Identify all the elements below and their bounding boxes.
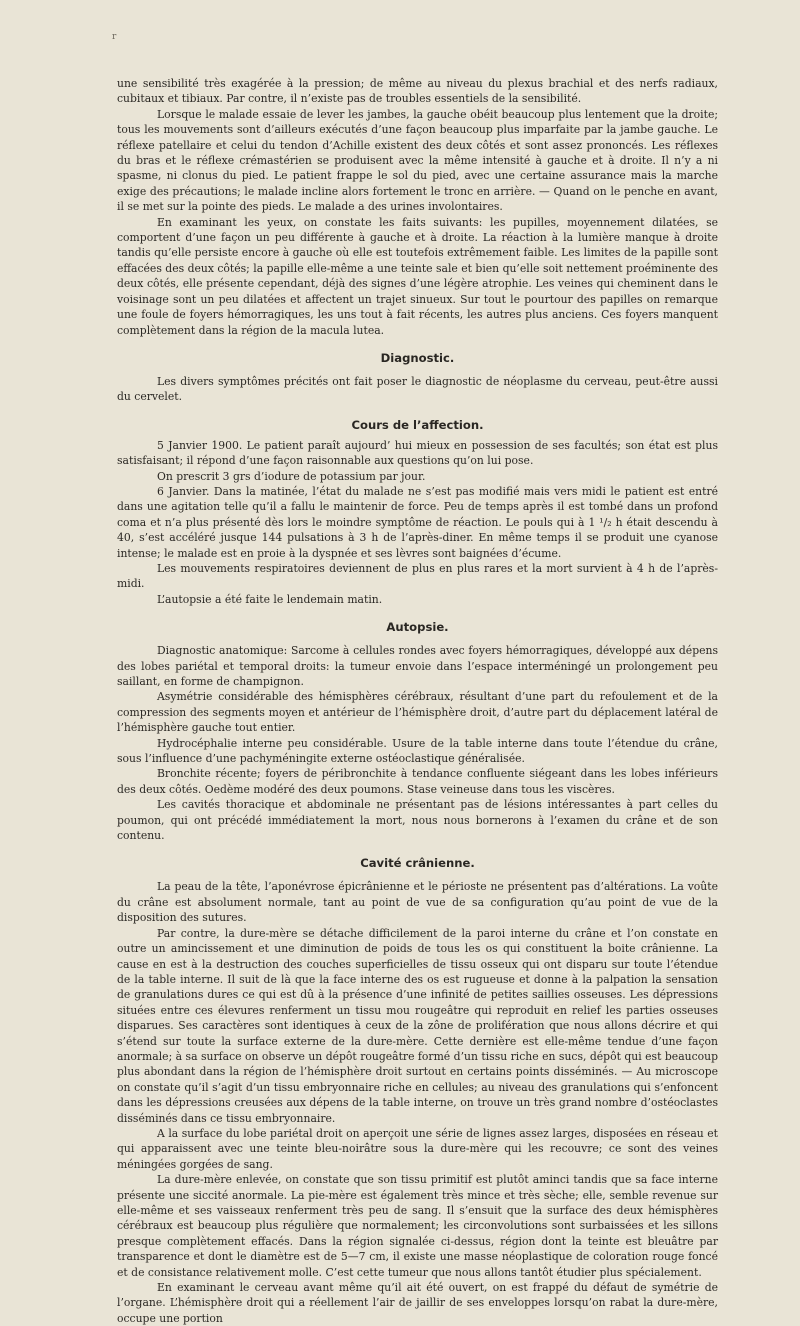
intro-paragraph-2: Lorsque le malade essaie de lever les jambes, la gauche obéit beaucoup plus lentement que la droite; tous les mouvements sont d’ailleurs exécutés d’une façon beaucoup plus imparfaite par la jambe gauche. Le réflexe patellaire et celui du tendon d’Achille existent des deux côtés et sont assez prononcés. Les réflexes du bras et le réflexe crémastérien se produisent avec la même intensité à gauche et à droite. Il n’y a ni spasme, ni clonus du pied. Le patient frappe le sol du pied, avec une certaine assurance mais la marche exige des précautions; le malade incline alors fortement le tronc en arrière. — Quand on le penche en avant, il se met sur la pointe des pieds. Le malade a des urines involontaires. bbox=[117, 107, 718, 214]
cours-paragraph-1: 5 Janvier 1900. Le patient paraît aujourd’ hui mieux en possession de ses facultés; son état est plus satisfaisant; il répond d’une façon raisonnable aux questions qu’on lui pose. bbox=[117, 438, 718, 468]
diagnostic-section bbox=[117, 350, 718, 405]
intro-section bbox=[117, 76, 718, 338]
autopsie-paragraph-2: Asymétrie considérable des hémisphères cérébraux, résultant d’une part du refoulement et de la compression des segments moyen et antérieur de l’hémisphère droit, d’autre part du déplacement latéral de l’hémisphère gauche tout entier. bbox=[117, 690, 718, 735]
cavite-paragraph-2: Par contre, la dure-mère se détache difficilement de la paroi interne du crâne et l’on constate en outre un amincissement et une diminution de poids de tous les os qui constituent la boite crânienne. La cause en est à la destruction des couches superficielles de tissu osseux qui ont disparu sur toute l’étendue de la table interne. Il suit de là que la face interne des os est rugueuse et donne à la palpation la sensation de granulations dures ce qui est dû à la présence d’une infinité de petites saillies osseuses. Les dépressions situées entre ces élevures renferment un tissu mou rougeâtre qui reproduit en relief les parties osseuses disparues. Ses caractères sont identiques à ceux de la zône de prolifération que nous allons décrire et qui s’étend sur toute la surface externe de la dure-mère. Cette dernière est elle-même tendue d’une façon anormale; à sa surface on observe un dépôt rougeâtre formé d’un tissu riche en sucs, dépôt qui est beaucoup plus abondant dans la région de l’hémisphère droit surtout en certains points disséminés. — Au microscope on constate qu’il s’agit d’un tissu embryonnaire riche en cellules; au niveau des granulations qui s’enfoncent dans les dépressions creusées aux dépens de la table interne, on trouve un très grand nombre d’ostéoclastes disséminés dans ce tissu embryonnaire. bbox=[117, 926, 718, 1125]
cavite-section bbox=[117, 855, 718, 1326]
cours-paragraph-5: L’autopsie a été faite le lendemain matin. bbox=[157, 592, 383, 606]
diagnostic-paragraph: Les divers symptômes précités ont fait poser le diagnostic de néoplasme du cerveau, peut-être aussi du cervelet. bbox=[117, 374, 718, 404]
cours-paragraph-4: Les mouvements respiratoires deviennent de plus en plus rares et la mort survient à 4 h de l’après-midi. bbox=[117, 561, 718, 591]
diagnostic-heading: Diagnostic. bbox=[380, 350, 455, 365]
cavite-paragraph-1: La peau de la tête, l’aponévrose épicrânienne et le périoste ne présentent pas d’altérations. La voûte du crâne est absolument normale, tant au point de vue de sa configuration qu’au point de vue de la disposition des sutures. bbox=[117, 880, 718, 925]
autopsie-paragraph-4: Bronchite récente; foyers de péribronchite à tendance confluente siégeant dans les lobes inférieurs des deux côtés. Oedème modéré des deux poumons. Stase veineuse dans tous les viscères. bbox=[117, 767, 718, 796]
intro-paragraph-1: une sensibilité très exagérée à la pression; de même au niveau du plexus brachial et des nerfs radiaux, cubitaux et tibiaux. Par contre, il n’existe pas de troubles essentiels de la sensibilité. bbox=[117, 77, 718, 106]
cours-paragraph-3: 6 Janvier. Dans la matinée, l’état du malade ne s’est pas modifié mais vers midi le patient est entré dans une agitation telle qu’il a fallu le maintenir de force. Peu de temps après il est tombé dans un profond coma et n’a plus présenté dès lors le moindre symptôme de réaction. Le pouls qui à 1 ¹/₂ h était descendu à 40, s’est accéléré jusque 144 pulsations à 3 h de l’après-diner. En même temps il se produit une cyanose intense; le malade est en proie à la dyspnée et ses lèvres sont baignées d’écume. bbox=[117, 484, 718, 560]
intro-paragraph-3: En examinant les yeux, on constate les faits suivants: les pupilles, moyennement dilatées, se comportent d’une façon un peu différente à gauche et à droite. La réaction à la lumière manque à droite tandis qu’elle persiste encore à gauche où elle est toutefois extrêmement faible. Les limites de la papille sont effacées des deux côtés; la papille elle-même a une teinte sale et bien qu’elle soit nettement proéminente des deux côtés, elle présente cependant, déjà des signes d’une légère atrophie. Les veines qui cheminent dans le voisinage sont un peu dilatées et affectent un trajet sinueux. Sur tout le pourtour des papilles on remarque une foule de foyers hémorragiques, les uns tout à fait récents, les autres plus anciens. Ces foyers manquent complètement dans la région de la macula lutea. bbox=[117, 215, 718, 337]
cours-section bbox=[117, 417, 718, 607]
page-mark: r bbox=[112, 32, 117, 42]
cavite-paragraph-3: A la surface du lobe pariétal droit on aperçoit une série de lignes assez larges, disposées en réseau et qui apparaissent avec une teinte bleu-noirâtre sous la dure-mère qui les recouvre; ce sont des veines méningées gorgées de sang. bbox=[117, 1126, 718, 1171]
cours-heading: Cours de l’affection. bbox=[351, 417, 484, 432]
autopsie-paragraph-1: Diagnostic anatomique: Sarcome à cellules rondes avec foyers hémorragiques, développé aux dépens des lobes pariétal et temporal droits: la tumeur envoie dans l’espace interméningé un prolongement peu saillant, en forme de champignon. bbox=[117, 644, 718, 688]
autopsie-paragraph-5: Les cavités thoracique et abdominale ne présentant pas de lésions intéressantes à part celles du poumon, qui ont précédé immédiatement la mort, nous nous bornerons à l’examen du crâne et de son contenu. bbox=[117, 798, 718, 843]
cavite-paragraph-4: La dure-mère enlevée, on constate que son tissu primitif est plutôt aminci tandis que sa face interne présente une siccité anormale. La pie-mère est également très mince et très sèche; elle, semble revenue sur elle-même et ses vaisseaux renferment très peu de sang. Il s’ensuit que la surface des deux hémisphères cérébraux est beaucoup plus régulière que normalement; les circonvolutions sont surbaissées et les sillons presque complètement effacés. Dans la région signalée ci-dessus, région dont la teinte est bleuâtre par transparence et dont le diamètre est de 5—7 cm, il existe une masse néoplastique de coloration rouge foncé et de consistance relativement molle. C’est cette tumeur que nous allons tantôt étudier plus spécialement. bbox=[117, 1173, 718, 1279]
cavite-paragraph-5: En examinant le cerveau avant même qu’il ait été ouvert, on est frappé du défaut de symétrie de l’organe. L’hémisphère droit qui a réellement l’air de jaillir de ses enveloppes lorsqu’on rabat la dure-mère, occupe une portion bbox=[117, 1281, 718, 1325]
cours-paragraph-2: On prescrit 3 grs d’iodure de potassium par jour. bbox=[157, 469, 426, 483]
autopsie-paragraph-3: Hydrocéphalie interne peu considérable. Usure de la table interne dans toute l’étendue du crâne, sous l’influence d’une pachyméningite externe ostéoclastique généralisée. bbox=[117, 736, 718, 766]
cavite-heading: Cavité crânienne. bbox=[360, 856, 475, 871]
autopsie-heading: Autopsie. bbox=[386, 620, 449, 635]
autopsie-section bbox=[117, 619, 718, 843]
